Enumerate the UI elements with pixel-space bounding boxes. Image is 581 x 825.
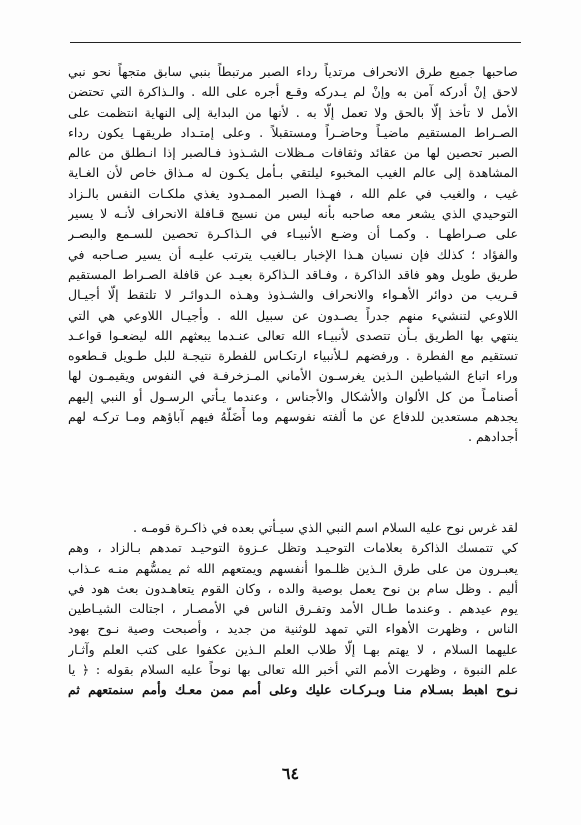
text-line: يعبـرون من على طرق الـذين ظلـموا أنفسهم ويمتعهم الله ثم يمسُّهم منـه عـذاب bbox=[68, 560, 518, 576]
text-line: غيب ، والغيب في علم الله ، فهـذا الصبر الممـدود يغذي ملكـات النفس بالـزاد bbox=[68, 185, 518, 201]
text-line: أليم . وظل سام بن نوح يعمل بوصية والده ، وكان القوم يتعاهـدون بعث هود في bbox=[68, 580, 518, 596]
paragraph-1 bbox=[68, 62, 518, 448]
header-rule bbox=[70, 42, 521, 43]
quran-verse-line: نـوح اهبط بسـلام منـا وبـركـات عليك وعلى أمم ممن معـك وأمم سنمتعهم ثم bbox=[68, 682, 518, 698]
text-line: تستقيم مع الفطرة . ورفضهم لـلأنبياء ارتكـاس للفطرة نتيجـة للبل طـويل قـطعوه bbox=[68, 348, 518, 364]
page-number: ٦٤ bbox=[281, 764, 300, 783]
text-line: يوم عيدهم . وعندما طـال الأمد وتفـرق الناس في الأمصـار ، اجتالت الشيـاطين bbox=[68, 601, 518, 617]
text-line: لقد غرس نوح عليه السلام اسم النبي الذي سيـأتي بعده في ذاكـرة قومـه . bbox=[133, 520, 518, 535]
text-line: أجدادهم . bbox=[467, 429, 518, 445]
text-line: ينتهي بها الطريق بـأن تتصدى لأنبيـاء الله تعالى عنـدما يبعثهم الله ليضعـوا قواعـد bbox=[68, 327, 518, 343]
text-line: عليهما السلام ، لا يهتم بهـا إلّا طلاب العلم الـذين عكفوا على كتب العلم وآثـار bbox=[68, 641, 518, 657]
text-line: المشاهدة إلى عالم الغيب المخبوء ليلتقي بـأمل يكـون له مـذاق خاص لأن الغـاية bbox=[68, 165, 518, 181]
text-line: اللاوعي لتنشيء منهم جدراً يصـدون عن سبيل الله . وأجيـال اللاوعي هي التي bbox=[68, 307, 518, 323]
text-line: علم النبوة ، وظهرت الأمم التي أخبر الله تعالى بها نوحاً عليه السلام بقوله : ﴿ يا bbox=[68, 662, 518, 678]
text-line: كي تتمسك الذاكرة بعلامات التوحيـد وتظل عـزوة التوحيـد تمدهم بـالزاد ، وهم bbox=[68, 540, 518, 556]
text-line: الناس ، وظهرت الأهواء التي تمهد للوثنية من جديد ، وأصبحت وصية نـوح بهود bbox=[68, 621, 518, 637]
text-line: على صـراطهـا . وكمـا أن وضـع الأنبيـاء في الـذاكـرة تحصين للسـمع والبصـر bbox=[68, 226, 518, 242]
text-line: لاحق إنْ أدركه آمن به وإنْ لم يـدركه وقـع أجره على الله . والـذاكرة التي تحتضن bbox=[68, 84, 518, 100]
text-line: طريق طويل وهو فاقد الذاكرة ، وفـاقد الـذاكرة بعيـد عن قافلة الصـراط المستقيم bbox=[68, 266, 518, 282]
text-line: والفؤاد ؛ كذلك فإن نسيان هـذا الإخبار بـالغيب يترتب عليـه أن يسير صـاحبه في bbox=[68, 246, 518, 262]
text-line: الأمل لا تأخذ إلّا بالحق ولا تعمل إلّا به . لأنها من البداية إلى النهاية انتظمت على bbox=[68, 104, 518, 120]
text-line: قـريب من دوائر الأهـواء والانحراف والشـذوذ وهـذه الـدوائـر لا تلتقط إلّا أجيـال bbox=[68, 287, 518, 303]
text-line: يجدهم مستعدين للدفاع عن ما ألفته نفوسهم وما أَضَلَّهُ فيهم آباؤهم ومـا تركـه لهم bbox=[68, 409, 518, 425]
text-line: أصنامـاً من كل الألوان والأشكال والأجناس ، وعندما يـأتي الرسـول أو النبي إليهم bbox=[68, 388, 518, 404]
text-line: الصبر تحصين لها من عقائد وثقافات مـظلات الشـذوذ فـالصبر إذا انـطلق من عالم bbox=[68, 145, 518, 161]
text-line: صاحبها جميع طرق الانحراف مرتدياً رداء الصبر مرتبطاً بنبي سابق متجهاً نحو نبي bbox=[68, 64, 518, 79]
paragraph-2 bbox=[68, 518, 518, 701]
text-line: وراء اتباع الشياطين الـذين يغرسـون الأماني المـزخرفـة في النفوس ويقيمـون لها bbox=[68, 368, 518, 384]
text-line: الصـراط المستقيم ماضيـاً وحاضـراً ومستقبلاً . وعلى إمتـداد طريقهـا يكون رداء bbox=[68, 124, 518, 140]
text-line: التوحيدي الذي يشعر معه صاحبه بأنه ليس من نسيج قـافلة الانحراف لأنـه لا يسير bbox=[68, 206, 518, 222]
